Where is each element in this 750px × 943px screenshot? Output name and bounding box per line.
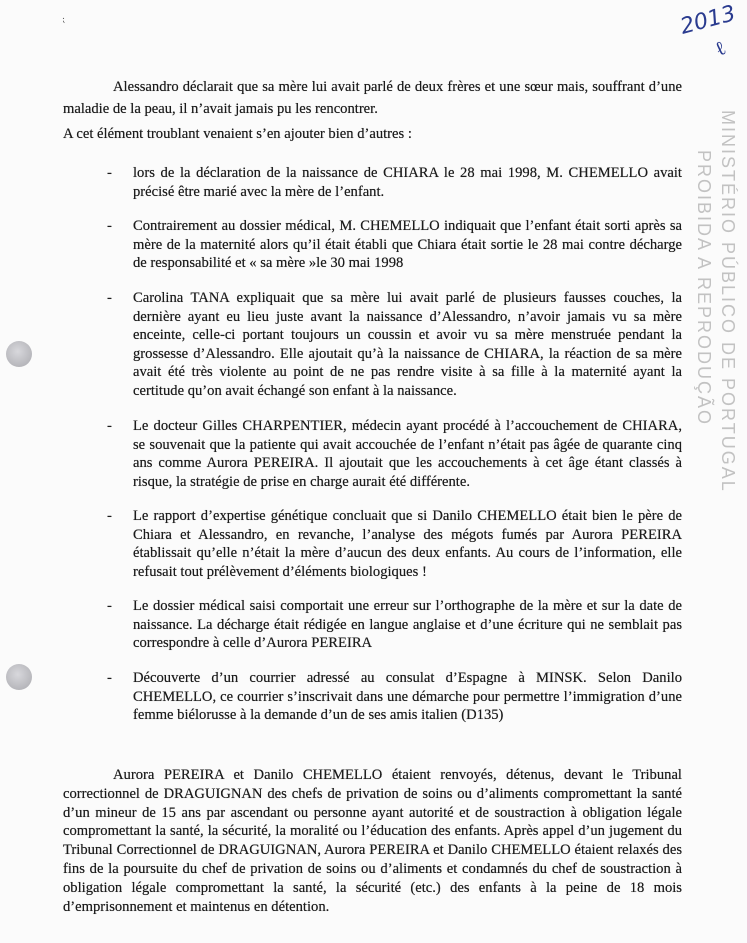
list-item-text: Carolina TANA expliquait que sa mère lui avait parlé de plusieurs fausses couches, la dernière ayant eu lieu juste avant la naissance d’Alessandro, n’avoir jamais vu sa mère enceinte, celle-ci portant toujours un coussin et avoir vu sa mère menstruée pendant la grossesse d’Alessandro. Elle ajoutait qu’à la naissance de CHIARA, la réaction de sa mère avait été très violente au point de ne pas rendre visite à sa fille à la maternité ayant la certitude qu’on avait échangé son enfant à la naissance. [133,290,682,399]
bullet-dash: - [107,598,112,614]
list-item-text: Le docteur Gilles CHARPENTIER, médecin ayant procédé à l’accouchement de CHIARA, se souvenait que la patiente qui avait accouchée de l’enfant n’était pas âgée de quarante cinq ans comme Aurora PEREIRA. Il ajoutait que les accouchements à cet âge étant classés à risque, la stratégie de prise en charge aurait été différente. [133,418,682,490]
bullet-dash: - [107,165,112,181]
list-item [107,597,682,653]
list-item [107,289,682,401]
list-item-text: Le rapport d’expertise génétique concluait que si Danilo CHEMELLO était bien le père de Chiara et Alessandro, en revanche, l’analyse des mégots fumés par Aurora PEREIRA établissait qu’elle n’était la mère d’aucun des deux enfants. Au cours de l’information, elle refusait tout prélèvement d’éléments biologiques ! [133,508,682,580]
watermark-line: MINISTÉRIO PÚBLICO DE PORTUGAL [718,110,738,493]
handwritten-page-number: 2013 [677,1,739,40]
bullet-dash: - [107,218,112,234]
intro-paragraph: Alessandro déclarait que sa mère lui avait parlé de deux frères et une sœur mais, souffrant d’une maladie de la peau, il n’avait jamais pu les rencontrer. [63,79,682,117]
list-item [107,417,682,491]
bullet-dash: - [107,670,112,686]
list-item [107,507,682,581]
bullet-dash: - [107,290,112,306]
list-item-text: lors de la déclaration de la naissance de CHIARA le 28 mai 1998, M. CHEMELLO avait précisé être marié avec la mère de l’enfant. [133,165,682,200]
corner-marks: ⁏ [62,14,66,24]
watermark-line: PROIBIDA A REPRODUÇÃO [694,150,714,427]
list-item [107,164,682,201]
list-item-text: Le dossier médical saisi comportait une erreur sur l’orthographe de la mère et sur la date de naissance. La décharge était rédigée en langue anglaise et d’une écriture qui ne semblait pas correspondre à celle d’Aurora PEREIRA [133,598,682,652]
handwritten-initial: ℓ [711,37,730,62]
list-item [107,669,682,725]
list-item [107,217,682,273]
lead-in: A cet élément troublant venaient s’en ajouter bien d’autres : [63,126,412,142]
list-item-text: Découverte d’un courrier adressé au consulat d’Espagne à MINSK. Selon Danilo CHEMELLO, ce courrier s’inscrivait dans une démarche pour permettre l’immigration d’une femme biélorusse à la demande d’un de ses amis italien (D135) [133,670,682,724]
punch-hole [6,664,32,690]
list-item-text: Contrairement au dossier médical, M. CHEMELLO indiquait que l’enfant était sorti après sa mère de la maternité alors qu’il était établi que Chiara était sortie le 28 mai contre décharge de responsabilité et « sa mère »le 30 mai 1998 [133,218,682,272]
closing-paragraph: Aurora PEREIRA et Danilo CHEMELLO étaient renvoyés, détenus, devant le Tribunal correctionnel de DRAGUIGNAN des chefs de privation de soins ou d’aliments compromettant la santé d’un mineur de 15 ans par ascendant ou personne ayant autorité et de soustraction à obligation légale compromettant la santé, la sécurité, la moralité ou l’éducation des enfants. Après appel d’un jugement du Tribunal Correctionnel de DRAGUIGNAN, Aurora PEREIRA et Danilo CHEMELLO étaient relaxés des fins de la poursuite du chef de privation de soins ou d’aliments et condamnés du chef de soustraction à obligation légale compromettant la santé, la sécurité (etc.) des enfants à la peine de 18 mois d’emprisonnement et maintenus en détention. [63,767,682,915]
punch-hole [6,341,32,367]
bullet-dash: - [107,418,112,434]
bullet-dash: - [107,508,112,524]
watermark [692,110,740,493]
